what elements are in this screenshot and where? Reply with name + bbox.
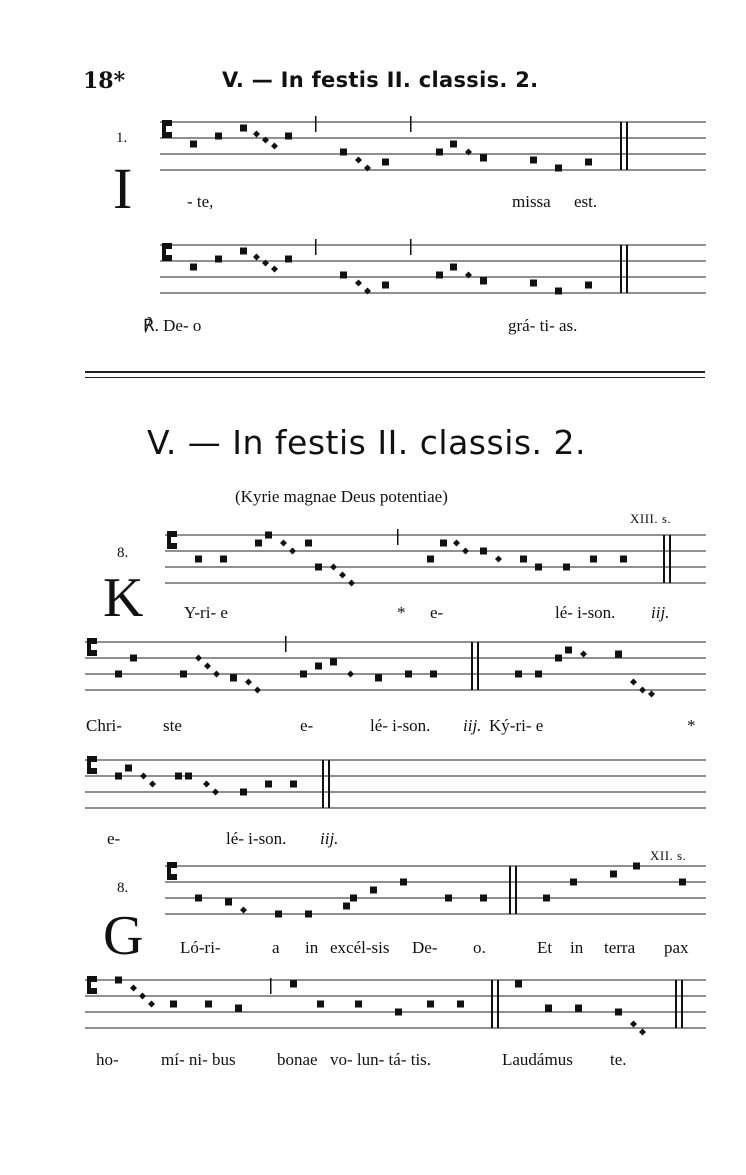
neume-punctum <box>427 556 434 563</box>
neume-punctum <box>679 879 686 886</box>
division-bar <box>397 529 399 545</box>
neume-rhombus <box>289 548 296 555</box>
lyric: grá- ti- as. <box>508 316 578 335</box>
neume-punctum <box>355 1001 362 1008</box>
neume-punctum <box>170 1001 177 1008</box>
neume-punctum <box>265 781 272 788</box>
neume-punctum <box>515 981 522 988</box>
neume-punctum <box>436 149 443 156</box>
lyric: * <box>397 603 406 622</box>
neume-punctum <box>585 159 592 166</box>
neume-punctum <box>555 288 562 295</box>
neume-punctum <box>450 264 457 271</box>
division-bar <box>270 978 272 994</box>
neume-rhombus <box>339 572 346 579</box>
running-head: V. — In festis II. classis. 2. <box>222 68 539 92</box>
neume-punctum <box>610 871 617 878</box>
neume-punctum <box>535 671 542 678</box>
neumes-kyrie-3 <box>115 765 297 796</box>
neume-punctum <box>555 165 562 172</box>
neume-punctum <box>457 1001 464 1008</box>
neume-rhombus <box>330 564 337 571</box>
lyric: te. <box>610 1050 627 1069</box>
neume-rhombus <box>149 781 156 788</box>
neume-punctum <box>285 256 292 263</box>
neume-rhombus <box>495 556 502 563</box>
neume-rhombus <box>630 1021 637 1028</box>
neume-rhombus <box>139 993 146 1000</box>
lyric: lé- i-son. <box>555 603 616 622</box>
neume-punctum <box>633 863 640 870</box>
neume-punctum <box>340 272 347 279</box>
neume-punctum <box>615 1009 622 1016</box>
neume-punctum <box>530 280 537 287</box>
neume-punctum <box>315 564 322 571</box>
neume-punctum <box>220 556 227 563</box>
neume-punctum <box>190 264 197 271</box>
initial-letter-i: I <box>113 156 133 221</box>
neume-punctum <box>480 155 487 162</box>
neumes-kyrie-1 <box>195 529 627 587</box>
neume-punctum <box>427 1001 434 1008</box>
lyric: - te, <box>187 192 214 211</box>
neume-punctum <box>575 1005 582 1012</box>
staff-kyrie-3 <box>85 752 706 812</box>
neume-rhombus <box>240 907 247 914</box>
neume-punctum <box>305 911 312 918</box>
initial-letter-k: K <box>103 567 144 629</box>
neume-rhombus <box>280 540 287 547</box>
neume-punctum <box>195 895 202 902</box>
lyric: in <box>305 938 319 957</box>
lyric: Laudámus <box>502 1050 573 1069</box>
lyric: e- <box>107 829 121 848</box>
neume-punctum <box>382 159 389 166</box>
neume-punctum <box>115 977 122 984</box>
lyric: iij. <box>651 603 670 622</box>
century-label: XII. s. <box>650 848 687 863</box>
neume-punctum <box>480 548 487 555</box>
neume-punctum <box>115 773 122 780</box>
neume-punctum <box>555 655 562 662</box>
neume-rhombus <box>355 280 362 287</box>
mode-number: 8. <box>117 880 129 896</box>
neume-punctum <box>440 540 447 547</box>
lyric: excél-sis <box>330 938 390 957</box>
neume-punctum <box>130 655 137 662</box>
neume-punctum <box>545 1005 552 1012</box>
neume-punctum <box>300 671 307 678</box>
divider-rule <box>85 377 705 378</box>
staff-gloria-2 <box>85 972 706 1032</box>
lyric: De- <box>412 938 438 957</box>
neume-rhombus <box>630 679 637 686</box>
neume-rhombus <box>253 131 260 138</box>
neume-punctum <box>382 282 389 289</box>
neume-punctum <box>125 765 132 772</box>
neume-rhombus <box>253 254 260 261</box>
lyric: Y-ri- e <box>184 603 228 622</box>
lyric: Chri- <box>86 716 122 735</box>
neume-rhombus <box>203 781 210 788</box>
lyric: e- <box>430 603 444 622</box>
division-bar <box>315 239 317 255</box>
lyric: lé- i-son. <box>226 829 287 848</box>
lyric: * <box>687 716 696 735</box>
neume-rhombus <box>639 1029 646 1036</box>
neume-rhombus <box>130 985 137 992</box>
neume-punctum <box>265 532 272 539</box>
division-bar <box>315 116 317 132</box>
neume-rhombus <box>271 266 278 273</box>
lyric: pax <box>664 938 689 957</box>
neume-punctum <box>370 887 377 894</box>
neume-punctum <box>190 141 197 148</box>
neume-rhombus <box>140 773 147 780</box>
neume-punctum <box>350 895 357 902</box>
neume-punctum <box>530 157 537 164</box>
neume-punctum <box>563 564 570 571</box>
neume-punctum <box>215 256 222 263</box>
neume-rhombus <box>347 671 354 678</box>
neume-punctum <box>290 781 297 788</box>
neumes-ite-1 <box>190 116 592 172</box>
lyric: iij. <box>463 716 482 735</box>
neume-punctum <box>240 125 247 132</box>
section-title: V. — In festis II. classis. 2. <box>147 423 587 462</box>
neume-rhombus <box>213 671 220 678</box>
neume-punctum <box>436 272 443 279</box>
neume-punctum <box>570 879 577 886</box>
lyric: a <box>272 938 280 957</box>
neume-punctum <box>180 671 187 678</box>
staff-ite-1 <box>160 118 706 178</box>
page-number: 18* <box>83 68 126 94</box>
neume-punctum <box>285 133 292 140</box>
lyric: missa <box>512 192 551 211</box>
neume-punctum <box>480 895 487 902</box>
neume-punctum <box>343 903 350 910</box>
neume-punctum <box>340 149 347 156</box>
neumes-ite-2 <box>190 239 592 295</box>
neume-punctum <box>395 1009 402 1016</box>
neume-punctum <box>375 675 382 682</box>
lyric: Et <box>537 938 553 957</box>
neume-punctum <box>225 899 232 906</box>
neume-punctum <box>585 282 592 289</box>
neume-punctum <box>330 659 337 666</box>
neume-punctum <box>215 133 222 140</box>
neume-rhombus <box>648 691 655 698</box>
neume-rhombus <box>639 687 646 694</box>
neume-rhombus <box>148 1001 155 1008</box>
neume-punctum <box>445 895 452 902</box>
lyric: Ló-ri- <box>180 938 221 957</box>
neume-punctum <box>535 564 542 571</box>
lyric: est. <box>574 192 598 211</box>
lyric: Ký-ri- e <box>489 716 544 735</box>
neume-punctum <box>175 773 182 780</box>
staff-kyrie-2 <box>85 634 706 694</box>
neume-rhombus <box>204 663 211 670</box>
lyric: bonae <box>277 1050 318 1069</box>
neume-punctum <box>255 540 262 547</box>
neume-rhombus <box>348 580 355 587</box>
neume-punctum <box>240 789 247 796</box>
lyric: e- <box>300 716 314 735</box>
lyric: o. <box>473 938 486 957</box>
neume-punctum <box>565 647 572 654</box>
neume-punctum <box>450 141 457 148</box>
neume-punctum <box>515 671 522 678</box>
neume-rhombus <box>453 540 460 547</box>
staff-kyrie-1 <box>165 531 706 591</box>
neume-punctum <box>615 651 622 658</box>
division-bar <box>285 636 287 652</box>
neume-punctum <box>543 895 550 902</box>
neume-punctum <box>405 671 412 678</box>
neume-rhombus <box>212 789 219 796</box>
initial-letter-g: G <box>103 905 144 967</box>
lyric: ste <box>163 716 182 735</box>
lyric: in <box>570 938 584 957</box>
mode-number: 8. <box>117 545 129 561</box>
lyric: iij. <box>320 829 339 848</box>
neume-punctum <box>275 911 282 918</box>
lyric: vo- lun- tá- tis. <box>330 1050 432 1069</box>
neume-punctum <box>430 671 437 678</box>
neume-rhombus <box>462 548 469 555</box>
neumes-gloria-1 <box>195 863 686 918</box>
century-label: XIII. s. <box>630 511 672 526</box>
neume-rhombus <box>195 655 202 662</box>
neumes-kyrie-2 <box>115 636 655 698</box>
neume-punctum <box>317 1001 324 1008</box>
neume-punctum <box>185 773 192 780</box>
neume-punctum <box>235 1005 242 1012</box>
neume-rhombus <box>245 679 252 686</box>
neume-punctum <box>305 540 312 547</box>
neume-rhombus <box>355 157 362 164</box>
neume-punctum <box>590 556 597 563</box>
neume-punctum <box>480 278 487 285</box>
neume-punctum <box>290 981 297 988</box>
neume-punctum <box>230 675 237 682</box>
lyric: lé- i-son. <box>370 716 431 735</box>
staff-gloria-1 <box>165 862 706 922</box>
lyric: ℟. De- o <box>143 316 202 335</box>
lyric: mí- ni- bus <box>161 1050 236 1069</box>
chant-number: 1. <box>116 130 128 146</box>
lyric: terra <box>604 938 636 957</box>
neume-rhombus <box>271 143 278 150</box>
division-bar <box>410 116 412 132</box>
neume-punctum <box>195 556 202 563</box>
neume-punctum <box>520 556 527 563</box>
lyric: ho- <box>96 1050 119 1069</box>
divider-rule <box>85 371 705 373</box>
neume-punctum <box>115 671 122 678</box>
neume-punctum <box>400 879 407 886</box>
neume-punctum <box>620 556 627 563</box>
staff-ite-2 <box>160 241 706 301</box>
neume-rhombus <box>254 687 261 694</box>
neumes-gloria-2 <box>115 977 646 1036</box>
section-subtitle: (Kyrie magnae Deus potentiae) <box>235 487 448 506</box>
neume-punctum <box>315 663 322 670</box>
neume-rhombus <box>580 651 587 658</box>
neume-punctum <box>205 1001 212 1008</box>
neume-punctum <box>240 248 247 255</box>
division-bar <box>410 239 412 255</box>
